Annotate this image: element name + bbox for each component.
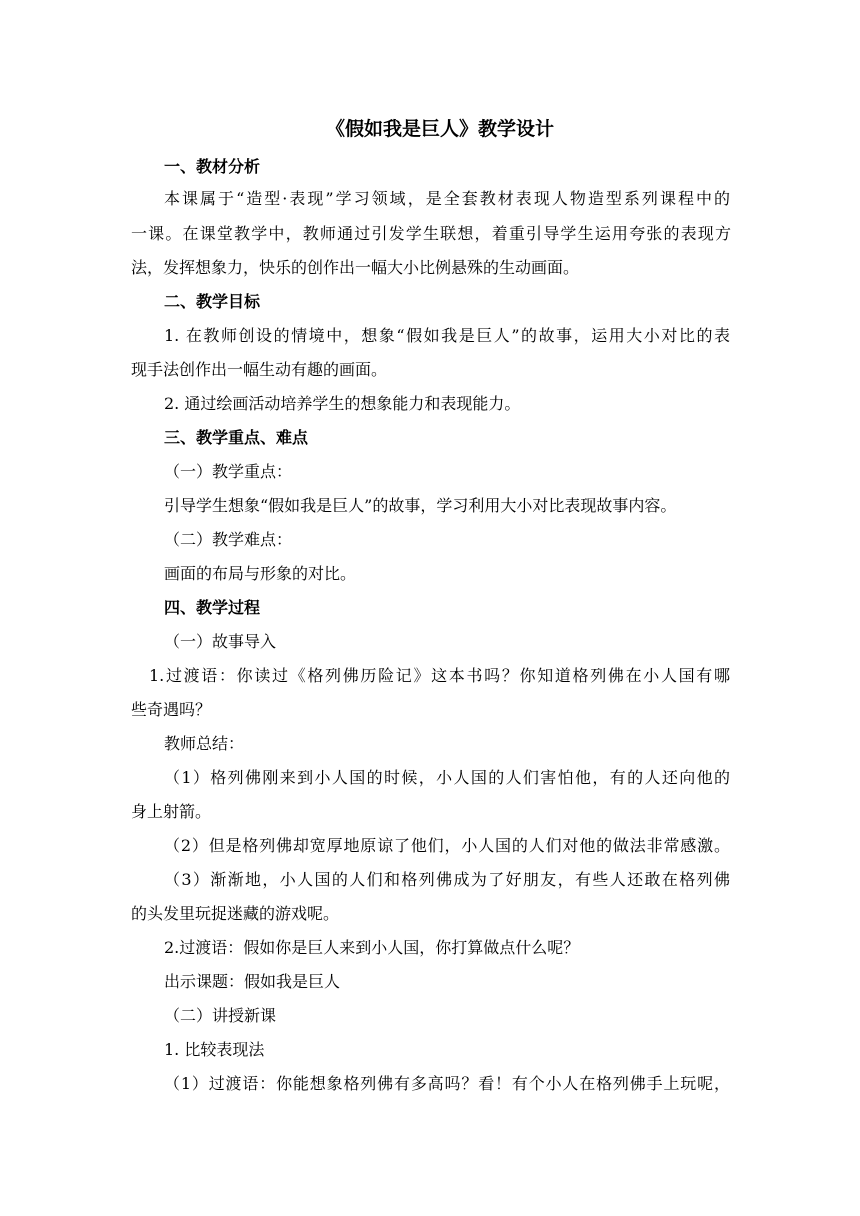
method-heading: 1. 比较表现法 [164, 1040, 265, 1059]
subheading-story-intro: （一）故事导入 [164, 632, 277, 651]
section-heading-teaching-goals: 二、教学目标 [164, 292, 261, 311]
topic-line: 出示课题：假如我是巨人 [164, 972, 341, 991]
subheading-new-lesson: （二）讲授新课 [164, 1006, 277, 1025]
section-heading-key-points: 三、教学重点、难点 [164, 428, 309, 447]
process-line: 些奇遇吗？ [131, 700, 212, 719]
paragraph-line: 法，发挥想象力，快乐的创作出一幅大小比例悬殊的生动画面。 [131, 258, 580, 277]
summary-point: （1）格列佛刚来到小人国的时候，小人国的人们害怕他，有的人还向他的 [164, 768, 730, 787]
summary-point: 身上射箭。 [131, 802, 212, 821]
difficulty-text: 画面的布局与形象的对比。 [164, 564, 357, 583]
subheading-difficulty: （二）教学难点： [164, 530, 293, 549]
summary-point: （3）渐渐地，小人国的人们和格列佛成为了好朋友，有些人还敢在格列佛 [164, 870, 730, 889]
goal-line: 现手法创作出一幅生动有趣的画面。 [131, 360, 388, 379]
paragraph-line: 一课。在课堂教学中，教师通过引发学生联想，着重引导学生运用夸张的表现方 [131, 224, 731, 243]
goal-line: 1. 在教师创设的情境中，想象“假如我是巨人”的故事，运用大小对比的表 [164, 326, 730, 345]
section-heading-teaching-process: 四、教学过程 [164, 598, 261, 617]
teacher-summary-label: 教师总结： [164, 734, 245, 753]
section-heading-material-analysis: 一、教材分析 [164, 157, 261, 176]
method-paragraph-line: （1）过渡语：你能想象格列佛有多高吗？看！有个小人在格列佛手上玩呢， [164, 1074, 730, 1093]
key-point-text: 引导学生想象“假如我是巨人”的故事，学习利用大小对比表现故事内容。 [164, 496, 677, 515]
summary-point: （2）但是格列佛却宽厚地原谅了他们，小人国的人们对他的做法非常感激。 [164, 836, 730, 855]
paragraph-line: 本课属于“造型·表现”学习领域，是全套教材表现人物造型系列课程中的 [164, 189, 730, 208]
goal-line: 2. 通过绘画活动培养学生的想象能力和表现能力。 [164, 394, 521, 413]
process-line: 2.过渡语：假如你是巨人来到小人国，你打算做点什么呢？ [164, 938, 580, 957]
subheading-key-point: （一）教学重点： [164, 462, 293, 481]
process-line: 1.过渡语：你读过《格列佛历险记》这本书吗？你知道格列佛在小人国有哪 [149, 666, 730, 685]
summary-point: 的头发里玩捉迷藏的游戏呢。 [131, 904, 340, 923]
document-title: 《假如我是巨人》教学设计 [325, 118, 554, 140]
